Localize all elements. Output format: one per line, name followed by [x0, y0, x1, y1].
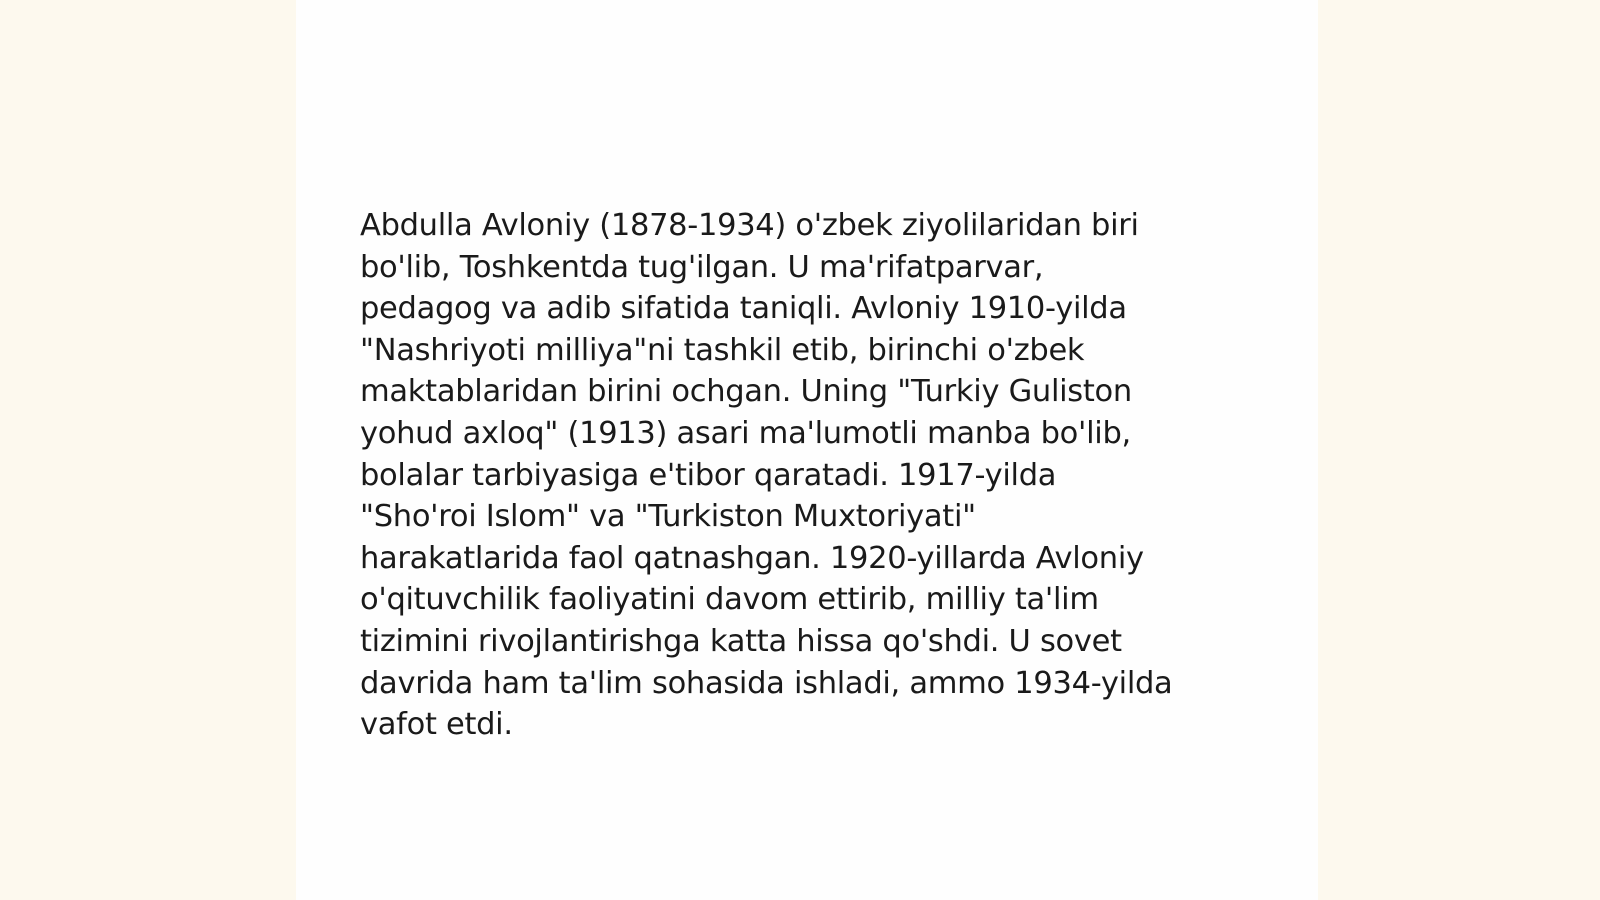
document-page	[296, 0, 1318, 900]
body-paragraph: Abdulla Avloniy (1878-1934) o'zbek ziyolilaridan biri bo'lib, Toshkentda tug'ilgan. U ma'rifatparvar, pedagog va adib sifatida taniqli. Avloniy 1910-yilda "Nashriyoti milliya"ni tashkil etib, birinchi o'zbek maktablaridan birini ochgan. Uning "Turkiy Guliston yohud axloq" (1913) asari ma'lumotli manba bo'lib, bolalar tarbiyasiga e'tibor qaratadi. 1917-yilda "Sho'roi Islom" va "Turkiston Muxtoriyati" harakatlarida faol qatnashgan. 1920-yillarda Avloniy o'qituvchilik faoliyatini davom ettirib, milliy ta'lim tizimini rivojlantirishga katta hissa qo'shdi. U sovet davrida ham ta'lim sohasida ishladi, ammo 1934-yilda vafot etdi.	[360, 208, 1173, 743]
